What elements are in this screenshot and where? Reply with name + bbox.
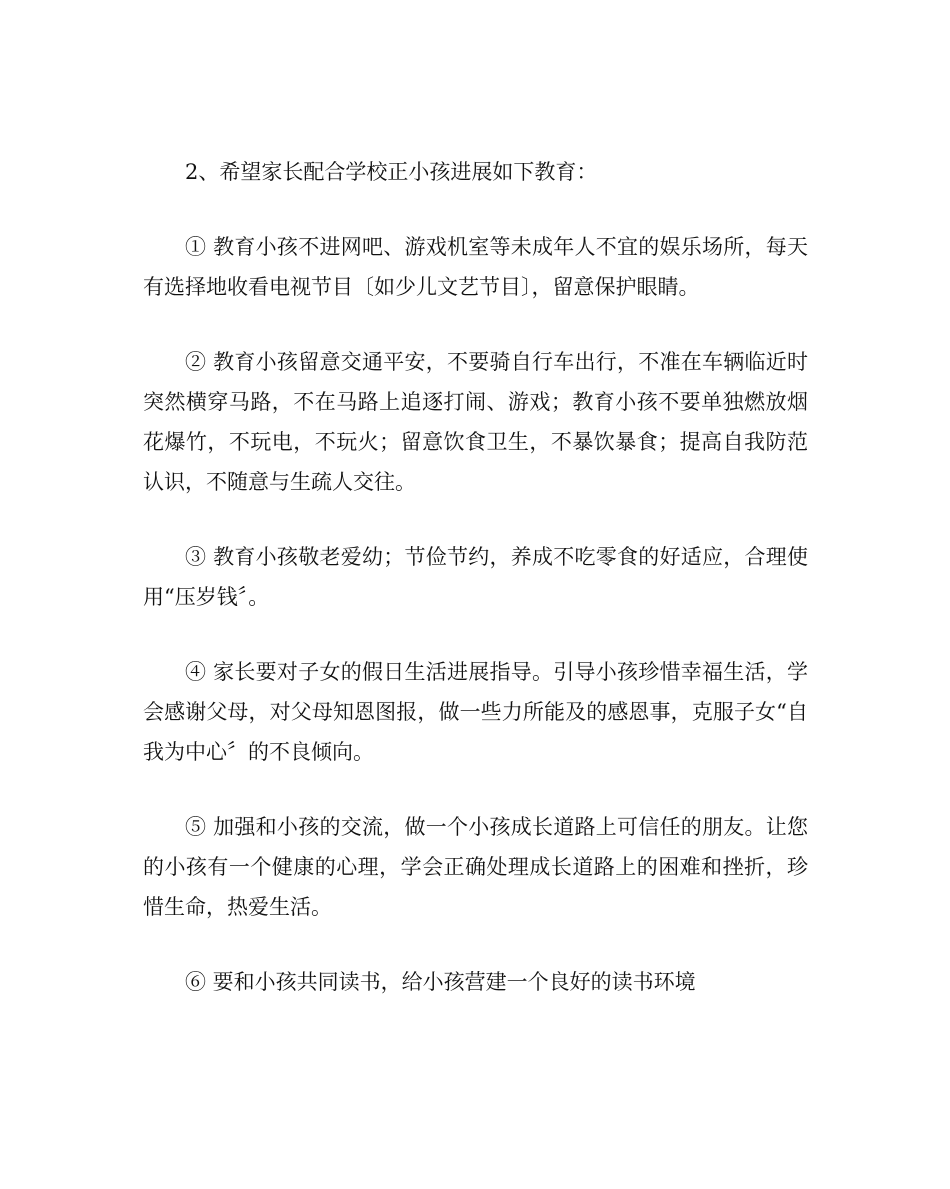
paragraph-item-4: ④ 家长要对子女的假日生活进展指导。引导小孩珍惜幸福生活，学会感谢父母，对父母知恩图报，做一些力所能及的感恩事，克服子女“自我为中心〞的不良倾向。	[143, 660, 808, 764]
paragraph-item-1: ① 教育小孩不进网吧、游戏机室等未成年人不宜的娱乐场所，每天有选择地收看电视节目〔如少儿文艺节目〕，留意保护眼睛。	[143, 235, 808, 299]
paragraph-item-3: ③ 教育小孩敬老爱幼；节俭节约，养成不吃零食的好适应，合理使用“压岁钱〞。	[143, 545, 808, 609]
paragraph-item-2: ② 教育小孩留意交通平安，不要骑自行车出行，不准在车辆临近时突然横穿马路，不在马路上追逐打闹、游戏；教育小孩不要单独燃放烟花爆竹，不玩电，不玩火；留意饮食卫生，不暴饮暴食；提高自我防范认识，不随意与生疏人交往。	[143, 350, 808, 494]
document-body	[143, 152, 808, 1037]
paragraph-item-6: ⑥ 要和小孩共同读书，给小孩营建一个良好的读书环境	[185, 970, 696, 994]
paragraph-heading: 2、希望家长配合学校正小孩进展如下教育：	[185, 160, 598, 184]
paragraph-item-5: ⑤ 加强和小孩的交流，做一个小孩成长道路上可信任的朋友。让您的小孩有一个健康的心理，学会正确处理成长道路上的困难和挫折，珍惜生命，热爱生活。	[143, 815, 808, 919]
